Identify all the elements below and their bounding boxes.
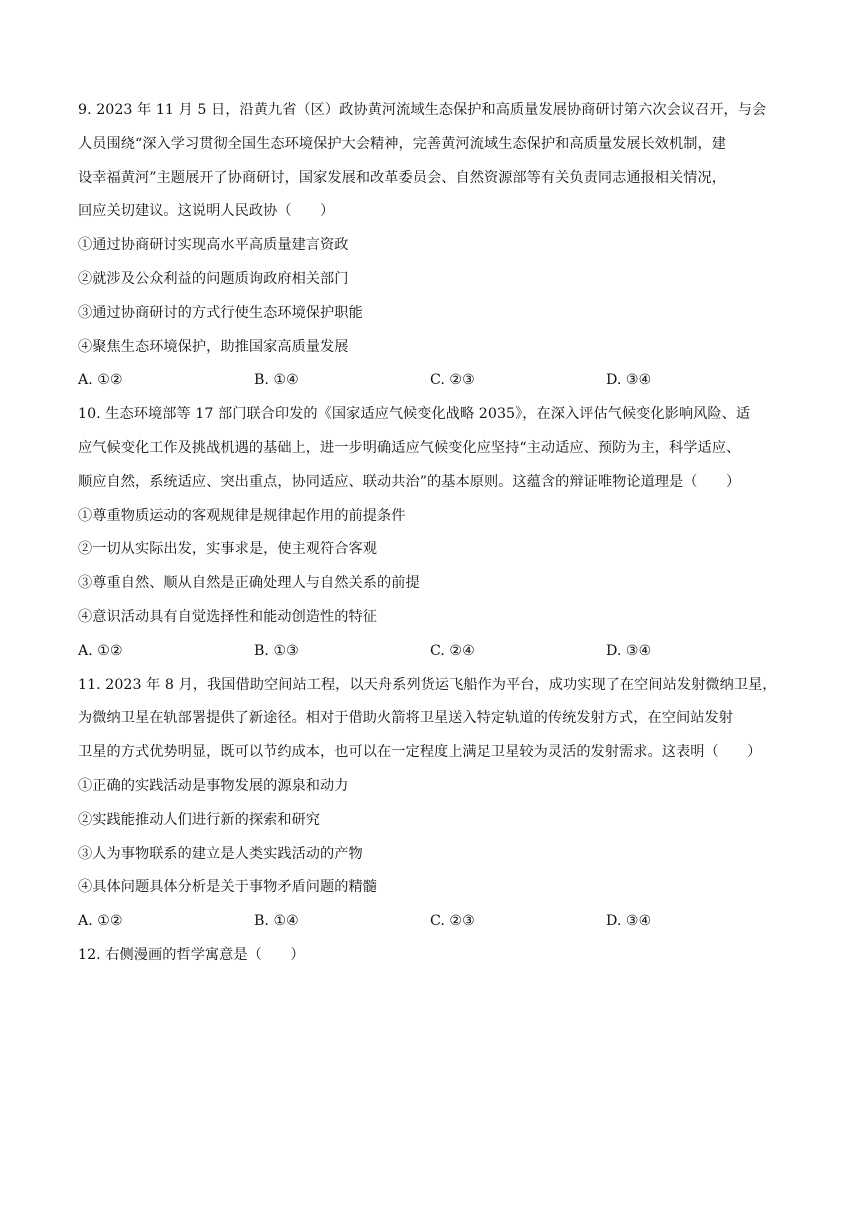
statement-1: ①正确的实践活动是事物发展的源泉和动力	[78, 777, 349, 794]
question-stem-line: 为微纳卫星在轨部署提供了新途径。相对于借助火箭将卫星送入特定轨道的传统发射方式，在空间站发射	[78, 710, 733, 727]
question-stem-line: 10. 生态环境部等 17 部门联合印发的《国家适应气候变化战略 2035》，在深入评估气候变化影响风险、适	[78, 406, 751, 423]
option-a: A. ①②	[78, 642, 123, 659]
option-a: A. ①②	[78, 372, 123, 389]
question-9	[78, 94, 784, 398]
question-stem-line: 11. 2023 年 8 月，我国借助空间站工程，以天舟系列货运飞船作为平台，成功实现了在空间站发射微纳卫星，	[78, 676, 777, 693]
option-b: B. ①④	[254, 913, 299, 930]
question-stem-line: 12. 右侧漫画的哲学寓意是（ ）	[78, 946, 305, 963]
question-stem-line: 回应关切建议。这说明人民政协（ ）	[78, 203, 335, 220]
statement-4: ④聚焦生态环境保护，助推国家高质量发展	[78, 338, 349, 355]
statement-2: ②实践能推动人们进行新的探索和研究	[78, 811, 321, 828]
option-b: B. ①④	[254, 372, 299, 389]
statement-3: ③通过协商研讨的方式行使生态环境保护职能	[78, 304, 363, 321]
question-stem-line: 应气候变化工作及挑战机遇的基础上，进一步明确适应气候变化应坚持“主动适应、预防为主，科学适应、	[78, 439, 741, 456]
question-stem-line: 设幸福黄河”主题展开了协商研讨，国家发展和改革委员会、自然资源部等有关负责同志通报相关情况，	[78, 169, 726, 186]
question-stem-line: 顺应自然，系统适应、突出重点，协同适应、联动共治”的基本原则。这蕴含的辩证唯物论道理是（ ）	[78, 473, 741, 490]
question-12	[78, 939, 784, 973]
option-d: D. ③④	[606, 642, 652, 659]
answer-options	[78, 635, 784, 669]
option-d: D. ③④	[606, 913, 652, 930]
answer-options	[78, 364, 784, 398]
option-d: D. ③④	[606, 372, 652, 389]
option-c: C. ②④	[430, 642, 475, 659]
option-b: B. ①③	[254, 642, 299, 659]
question-stem-line: 9. 2023 年 11 月 5 日，沿黄九省（区）政协黄河流域生态保护和高质量发展协商研讨第六次会议召开，与会	[78, 102, 767, 118]
statement-4: ④具体问题具体分析是关于事物矛盾问题的精髓	[78, 879, 377, 896]
question-11	[78, 669, 784, 939]
option-c: C. ②③	[430, 913, 475, 930]
question-stem-line: 卫星的方式优势明显，既可以节约成本，也可以在一定程度上满足卫星较为灵活的发射需求。这表明（ ）	[78, 744, 762, 761]
statement-4: ④意识活动具有自觉选择性和能动创造性的特征	[78, 608, 377, 625]
statement-3: ③人为事物联系的建立是人类实践活动的产物	[78, 845, 363, 862]
option-a: A. ①②	[78, 913, 123, 930]
question-stem-line: 人员围绕“深入学习贯彻全国生态环境保护大会精神，完善黄河流域生态保护和高质量发展长效机制，建	[78, 135, 726, 152]
question-sheet	[78, 94, 784, 973]
statement-3: ③尊重自然、顺从自然是正确处理人与自然关系的前提	[78, 575, 420, 592]
statement-2: ②一切从实际出发，实事求是，使主观符合客观	[78, 541, 377, 558]
option-c: C. ②③	[430, 372, 475, 389]
statement-1: ①通过协商研讨实现高水平高质量建言资政	[78, 237, 349, 254]
question-10	[78, 398, 784, 668]
statement-1: ①尊重物质运动的客观规律是规律起作用的前提条件	[78, 507, 406, 524]
answer-options	[78, 905, 784, 939]
statement-2: ②就涉及公众利益的问题质询政府相关部门	[78, 270, 349, 287]
